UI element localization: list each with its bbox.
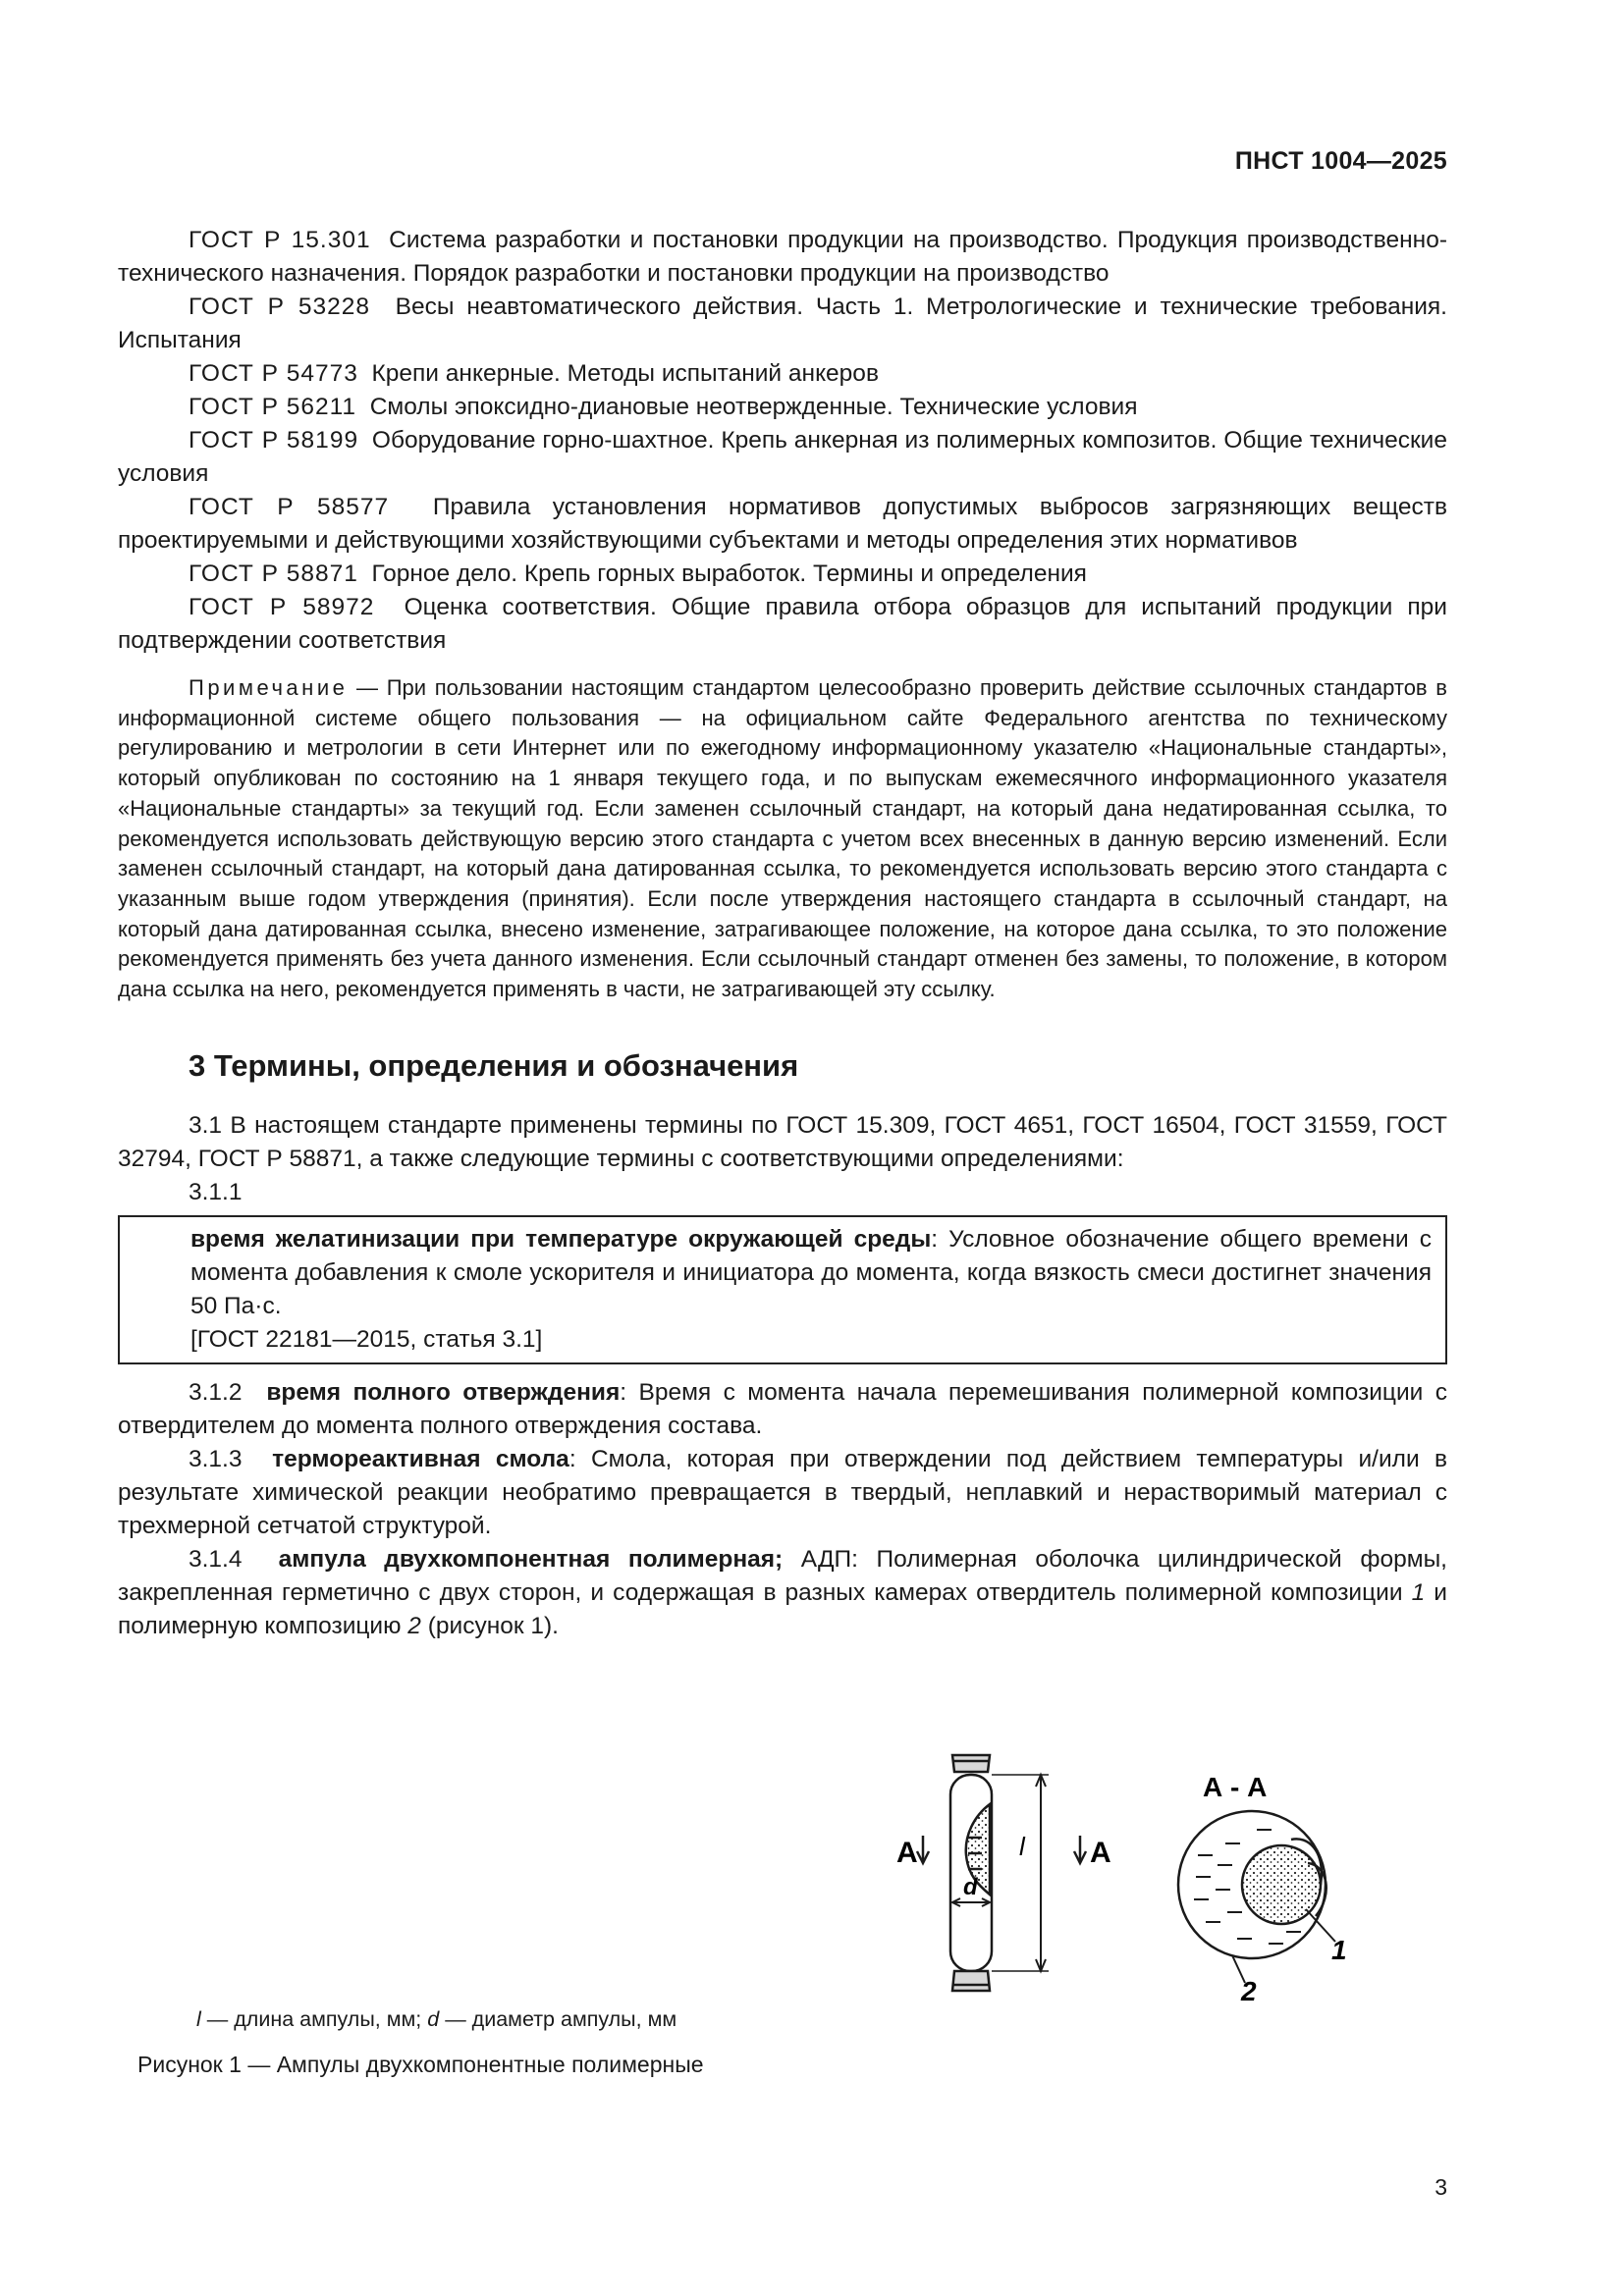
reference-code: ГОСТ Р 58871 (189, 561, 358, 587)
term-name: время полного отверждения (266, 1378, 621, 1406)
reference-item (118, 224, 1447, 291)
reference-title: Крепи анкерные. Методы испытаний анкеров (371, 360, 879, 387)
reference-item (118, 291, 1447, 357)
section-heading: 3 Термины, определения и обозначения (189, 1047, 799, 1083)
reference-title: Смолы эпоксидно-диановые неотвержденные. Технические условия (369, 394, 1138, 420)
legend-d-text: — диаметр ампулы, мм (439, 2007, 677, 2031)
section-letter-right: А (1090, 1837, 1111, 1869)
reference-code: ГОСТ Р 15.301 (189, 227, 371, 253)
term-number: 3.1.4 (189, 1545, 243, 1573)
clause-3-1: 3.1 В настоящем стандарте применены термины по ГОСТ 15.309, ГОСТ 4651, ГОСТ 16504, ГОСТ 31559, ГОСТ 32794, ГОСТ Р 58871, а также следующие термины с соответствующими определениями: (118, 1111, 1447, 1172)
legend-d-symbol: d (427, 2007, 440, 2031)
figure-legend (196, 2007, 677, 2032)
term-name: термореактивная смола (272, 1445, 569, 1472)
section-title: А - А (1203, 1772, 1268, 1802)
component-2-ref: 2 (407, 1612, 421, 1639)
term-definition: : Условное обозначение общего времени с момента добавления к смоле ускорителя и инициатора до момента, когда вязкость смеси достигнет значения 50 Па·с. (190, 1225, 1432, 1319)
reference-code: ГОСТ Р 58972 (189, 594, 375, 620)
term-source: [ГОСТ 22181—2015, статья 3.1] (190, 1325, 543, 1353)
reference-item (118, 357, 1447, 391)
reference-title: Оценка соответствия. Общие правила отбора образцов для испытаний продукции при подтверждении соответствия (118, 594, 1447, 654)
page-content (118, 224, 1447, 1643)
normative-references (118, 224, 1447, 658)
term-3-1-4 (118, 1543, 1447, 1643)
callout-1: 1 (1331, 1935, 1347, 1965)
term-definition: : Время с момента начала перемешивания полимерной композиции с отвердителем до момента полного отверждения состава. (118, 1378, 1447, 1439)
figure-1 (118, 1747, 1447, 2081)
reference-title: Горное дело. Крепь горных выработок. Термины и определения (371, 561, 1087, 587)
reference-item (118, 424, 1447, 491)
ampoule-side-view (917, 1755, 1086, 1991)
reference-item (118, 391, 1447, 424)
reference-title: Оборудование горно-шахтное. Крепь анкерная из полимерных композитов. Общие технические условия (118, 427, 1447, 487)
legend-l-text: — длина ампулы, мм; (200, 2007, 428, 2031)
length-label: l (1019, 1832, 1025, 1861)
figure-caption: Рисунок 1 — Ампулы двухкомпонентные полимерные (137, 2052, 704, 2077)
reference-code: ГОСТ Р 54773 (189, 360, 358, 387)
page-number: 3 (1435, 2174, 1447, 2200)
clause-3-1-1-number: 3.1.1 (189, 1178, 243, 1205)
reference-code: ГОСТ Р 58199 (189, 427, 359, 454)
legend-l-symbol: l (196, 2007, 201, 2031)
term-definition-cont: и полимерную композицию (118, 1578, 1447, 1639)
term-name: ампула двухкомпонентная полимерная; (278, 1545, 784, 1573)
reference-title: Правила установления нормативов допустимых выбросов загрязняющих веществ проектируемыми и действующими хозяйствующими субъектами и методы определения этих нормативов (118, 494, 1447, 554)
diameter-label: d (963, 1874, 978, 1900)
term-3-1-1 (190, 1223, 1432, 1323)
reference-code: ГОСТ Р 58577 (189, 494, 390, 520)
reference-title: Система разработки и постановки продукции на производство. Продукция производственно-технического назначения. Порядок разработки и постановки продукции на производство (118, 227, 1447, 287)
document-id: ПНСТ 1004—2025 (1234, 147, 1447, 175)
term-3-1-2 (118, 1376, 1447, 1443)
term-definition: АДП: Полимерная оболочка цилиндрической формы, закрепленная герметично с двух сторон, и содержащая в разных камерах отвердитель полимерной композиции (118, 1545, 1447, 1606)
ampoule-cross-section (1178, 1811, 1335, 1983)
reference-note (118, 673, 1447, 1005)
bottom-clip (952, 1971, 990, 1991)
reference-code: ГОСТ Р 56211 (189, 394, 357, 420)
term-definition-end: (рисунок 1). (420, 1612, 559, 1639)
reference-item (118, 591, 1447, 658)
callout-2: 2 (1241, 1976, 1257, 2002)
term-name: время желатинизации при температуре окружающей среды (190, 1225, 932, 1253)
top-clip (952, 1755, 990, 1772)
reference-code: ГОСТ Р 53228 (189, 294, 370, 320)
term-number: 3.1.3 (189, 1445, 243, 1472)
note-label: Примечание (189, 675, 349, 700)
note-text: — При пользовании настоящим стандартом целесообразно проверить действие ссылочных стандартов в информационной системе общего пользования — на официальном сайте Федерального агентства по техническому регулированию и метрологии в сети Интернет или по ежегодному информационному указателю «Национальные стандарты», который опубликован по состоянию на 1 января текущего года, и по выпускам ежемесячного информационного указателя «Национальные стандарты» за текущий год. Если заменен ссылочный стандарт, на который дана недатированная ссылка, то рекомендуется использовать действующую версию этого стандарта с учетом всех внесенных в данную версию изменений. Если заменен ссылочный стандарт, на который дана датированная ссылка, то рекомендуется использовать версию этого стандарта с указанным выше годом утверждения (принятия). Если после утверждения настоящего стандарта в ссылочный стандарт, на который дана датированная ссылка, внесено изменение, затрагивающее положение, на которое дана ссылка, то это положение рекомендуется применять без учета данного изменения. Если ссылочный стандарт отменен без замены, то положение, в котором дана ссылка на него, рекомендуется применять в части, не затрагивающей эту ссылку. (118, 675, 1447, 1002)
ampoule-drawing (118, 1747, 1447, 2002)
section-letter-left: А (896, 1837, 918, 1869)
reference-title: Весы неавтоматического действия. Часть 1. Метрологические и технические требования. Испытания (118, 294, 1447, 353)
reference-item (118, 491, 1447, 558)
component-1-ref: 1 (1411, 1578, 1426, 1606)
term-definition-box (118, 1215, 1447, 1364)
reference-item (118, 558, 1447, 591)
term-number: 3.1.2 (189, 1378, 243, 1406)
term-definition: : Смола, которая при отверждении под действием температуры и/или в результате химической реакции необратимо превращается в твердый, неплавкий и нерастворимый материал с трехмерной сетчатой структурой. (118, 1445, 1447, 1539)
term-3-1-3 (118, 1443, 1447, 1543)
